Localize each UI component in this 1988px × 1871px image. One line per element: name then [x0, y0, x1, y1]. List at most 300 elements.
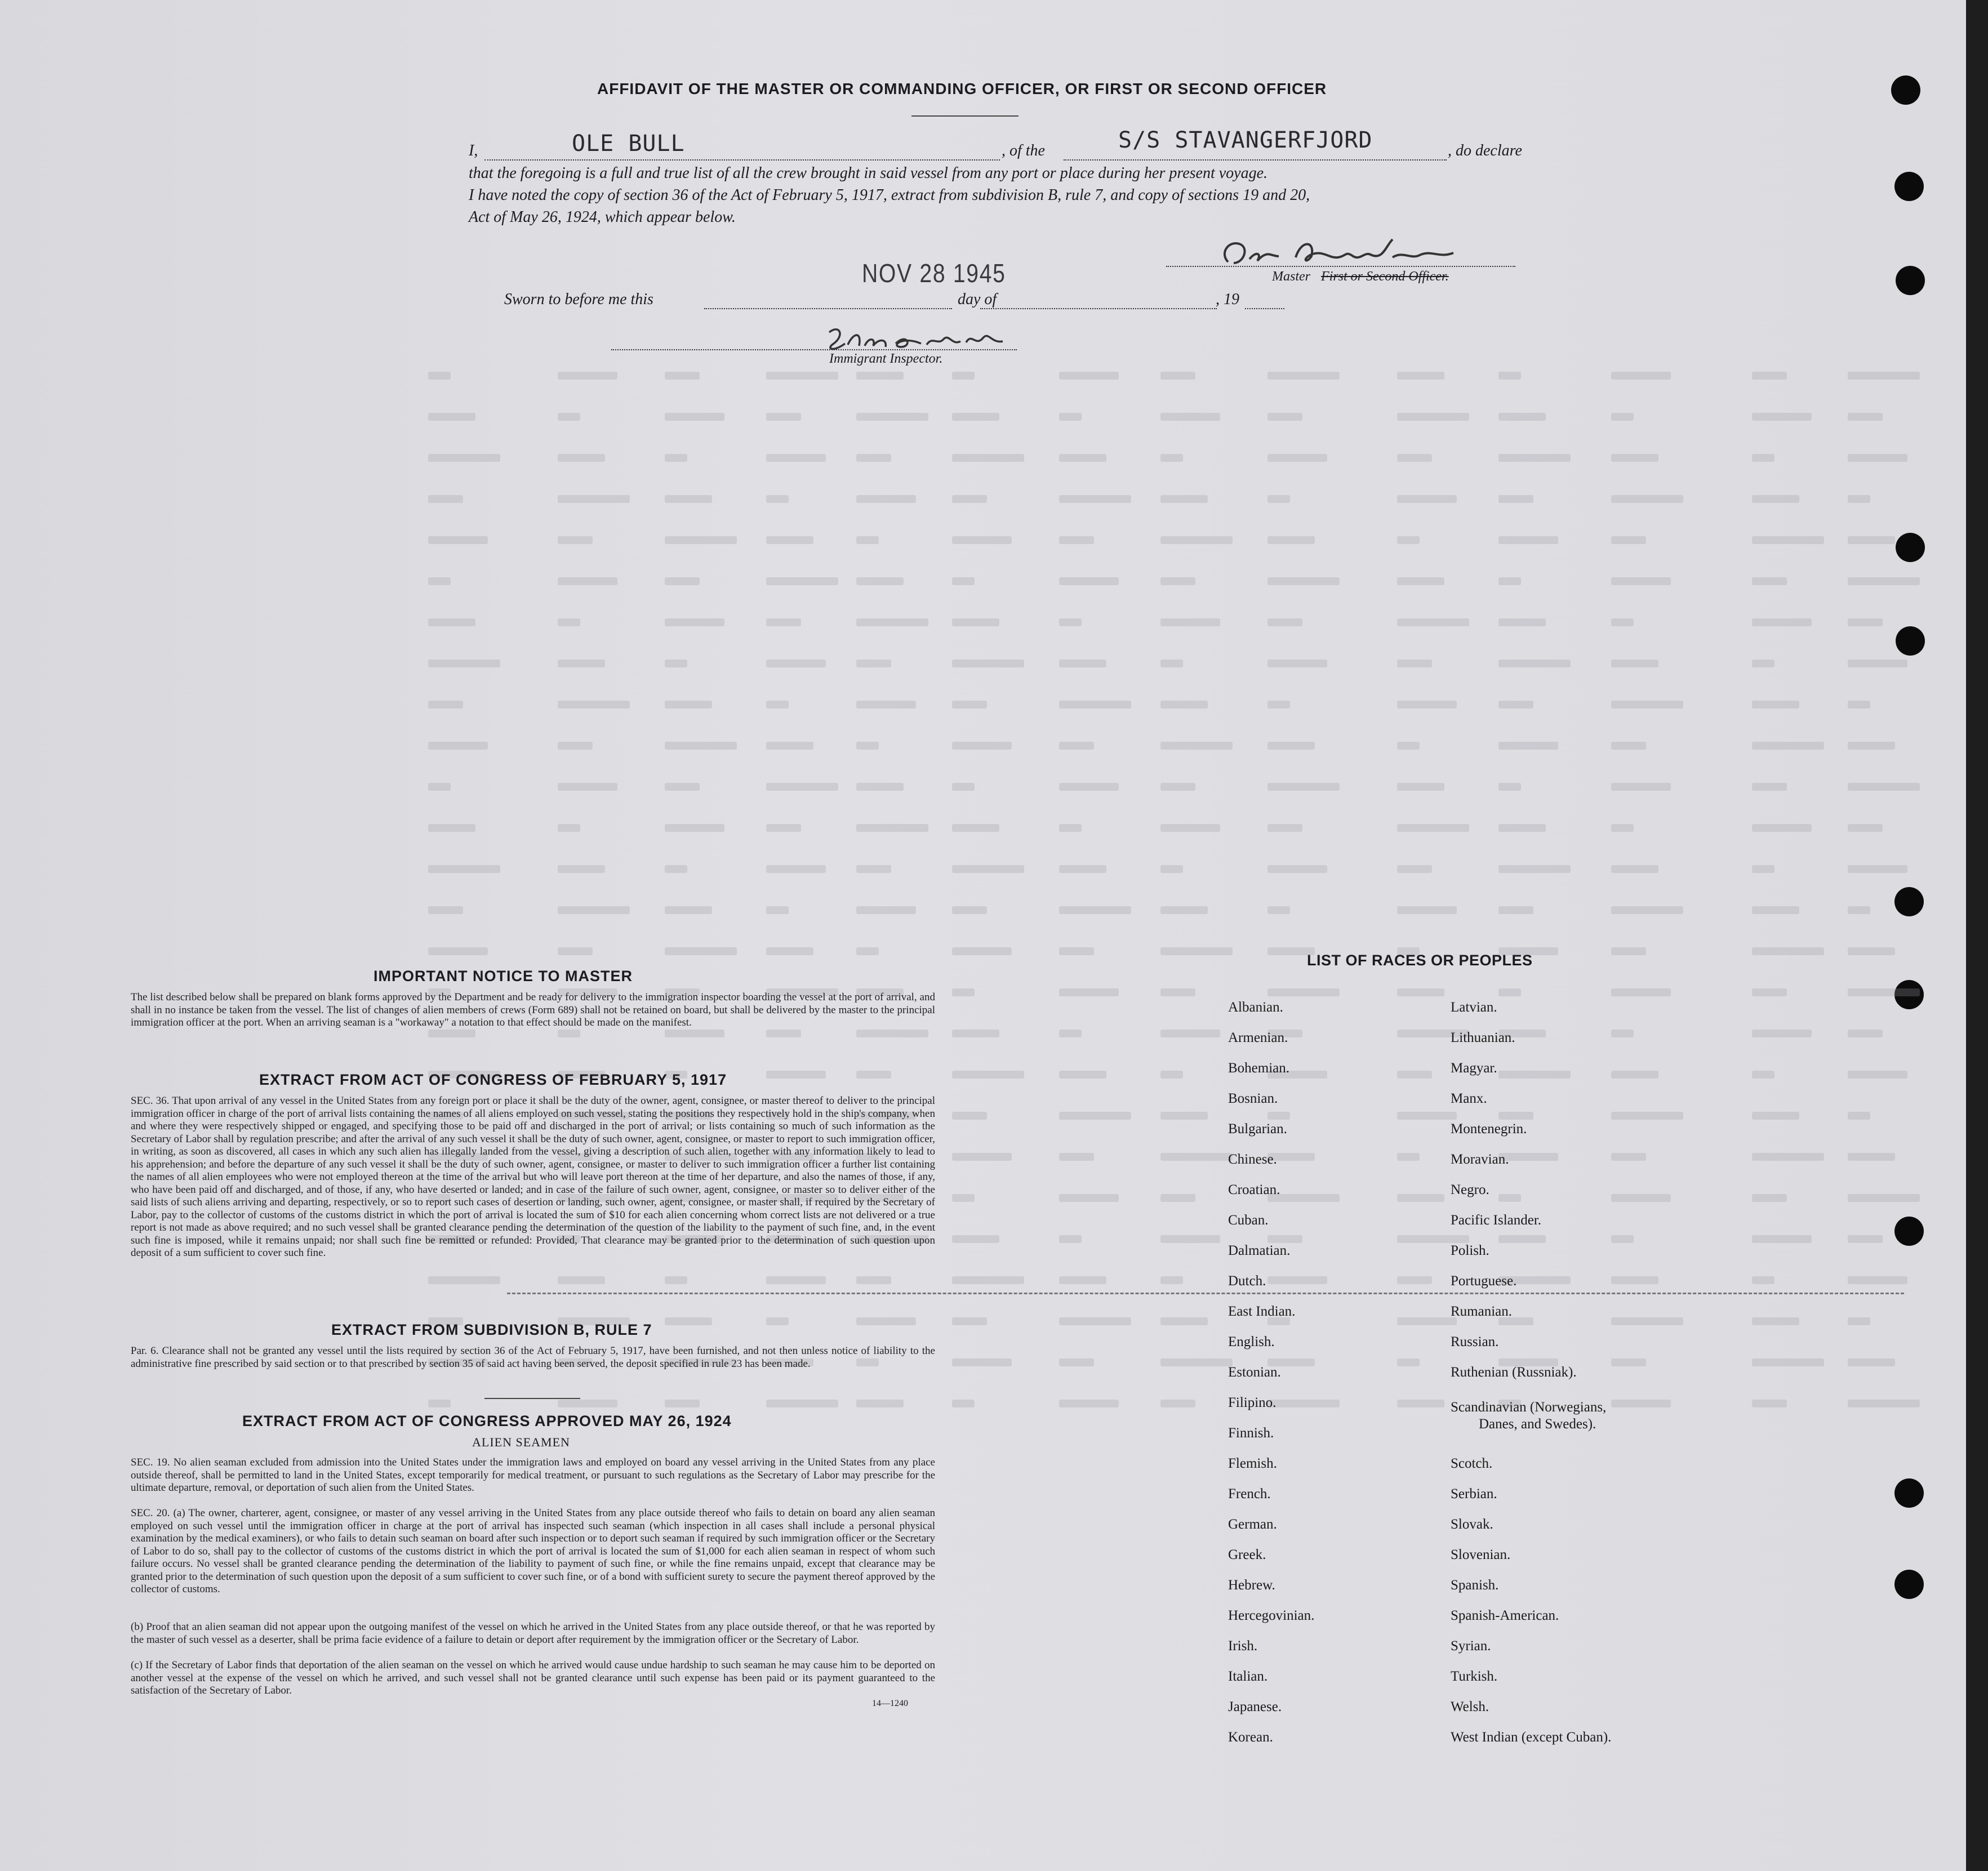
bleed-through-mark	[1059, 1153, 1094, 1161]
bleed-through-mark	[558, 947, 593, 955]
race-item: French.	[1228, 1486, 1271, 1502]
bleed-through-mark	[1848, 1030, 1883, 1037]
race-item: Finnish.	[1228, 1425, 1274, 1441]
bleed-through-mark	[665, 618, 724, 626]
bleed-through-mark	[665, 1400, 700, 1407]
master-signature-line	[1166, 266, 1515, 267]
bleed-through-mark	[1611, 454, 1658, 462]
bleed-through-mark	[1397, 865, 1432, 873]
sworn-day-line	[704, 308, 952, 309]
bleed-through-mark	[1498, 1235, 1546, 1243]
race-item: Chinese.	[1228, 1152, 1277, 1167]
bleed-through-mark	[856, 783, 904, 791]
bleed-through-mark	[1498, 536, 1558, 544]
bleed-through-mark	[428, 701, 463, 709]
race-item: Spanish.	[1451, 1578, 1499, 1593]
bleed-through-mark	[1267, 988, 1340, 996]
extract-1924-title: EXTRACT FROM ACT OF CONGRESS APPROVED MAY 26, 1924	[242, 1413, 732, 1429]
race-item: Pacific Islander.	[1451, 1213, 1542, 1228]
bleed-through-mark	[1397, 413, 1469, 421]
race-item: Hercegovinian.	[1228, 1608, 1315, 1623]
bleed-through-mark	[856, 1071, 891, 1079]
bleed-through-mark	[766, 1276, 826, 1284]
bleed-through-mark	[558, 577, 617, 585]
bleed-through-mark	[558, 618, 580, 626]
bleed-through-mark	[1752, 660, 1774, 667]
sec19-text: SEC. 19. No alien seaman excluded from admission into the United States under the immigration laws and employed on board any vessel arriving in the United States from any place outside thereof, shall be permitted to land in the United States, except temporarily for medical treatment, or pursuant to such regulations as the Secretary of Labor may prescribe for the ultimate departure, removal, or deportation of such alien from the United States.	[131, 1456, 935, 1494]
do-declare-label: , do declare	[1448, 142, 1522, 159]
bleed-through-mark	[558, 536, 593, 544]
bleed-through-mark	[1267, 413, 1302, 421]
bleed-through-mark	[1267, 701, 1290, 709]
bleed-through-mark	[1611, 1153, 1646, 1161]
bleed-through-mark	[1611, 742, 1646, 750]
race-item: English.	[1228, 1334, 1275, 1349]
bleed-through-mark	[1848, 947, 1895, 955]
bleed-through-mark	[1267, 1235, 1302, 1243]
bleed-through-mark	[1611, 413, 1634, 421]
bleed-through-mark	[428, 536, 488, 544]
bleed-through-mark	[428, 413, 475, 421]
bleed-through-mark	[1752, 742, 1824, 750]
bleed-through-mark	[766, 947, 813, 955]
bleed-through-mark	[952, 1276, 1024, 1284]
bleed-through-mark	[1397, 906, 1457, 914]
bleed-through-mark	[1752, 618, 1812, 626]
bleed-through-mark	[1160, 824, 1220, 832]
bleed-through-mark	[1848, 454, 1907, 462]
bleed-through-mark	[766, 413, 801, 421]
bleed-through-mark	[1059, 618, 1082, 626]
race-item: Estonian.	[1228, 1365, 1281, 1380]
race-item: Welsh.	[1451, 1699, 1489, 1714]
bleed-through-mark	[1397, 742, 1420, 750]
bleed-through-mark	[1611, 1194, 1671, 1202]
bleed-through-mark	[1059, 1235, 1082, 1243]
bleed-through-mark	[1059, 1276, 1106, 1284]
bleed-through-mark	[1160, 413, 1220, 421]
bleed-through-mark	[766, 536, 813, 544]
punch-hole	[1894, 172, 1924, 201]
bleed-through-mark	[1059, 660, 1106, 667]
bleed-through-mark	[952, 988, 975, 996]
race-item: Negro.	[1451, 1182, 1489, 1197]
bleed-through-mark	[1160, 660, 1183, 667]
bleed-through-mark	[558, 783, 617, 791]
bleed-through-mark	[665, 906, 712, 914]
bleed-through-mark	[1059, 1030, 1082, 1037]
race-item: Turkish.	[1451, 1669, 1498, 1684]
sec20a-text: SEC. 20. (a) The owner, charterer, agent, consignee, or master of any vessel arriving in the United States from any place outside thereof who fails to detain on board any alien seaman employed on such vessel until the immigration officer in charge at the port of arrival has inspected such seaman (which inspection in all cases shall include a personal physical examination by the medical examiners), or who fails to detain such seaman on board after such inspection or to deport such seaman if required by such immigration officer or the Secretary of Labor to do so, shall pay to the collector of customs of the customs district in which the port of arrival is located the sum of $1,000 for each alien seaman in respect of whom such failure occurs. No vessel shall be granted clearance pending the determination of the liability to payment of such fine, or while the fine remains unpaid, except that clearance may be granted prior to the determination of such question upon the deposit of a sum sufficient to cover such fine, or of a bond with sufficient surety to secure the payment thereof approved by the collector of customs.	[131, 1507, 935, 1595]
bleed-through-mark	[1059, 701, 1131, 709]
rule7-body: Par. 6. Clearance shall not be granted any vessel until the lists required by section 36 of the Act of February 5, 1917, have been furnished, and not then unless notice of liability to the administrative fine prescribed by said section or to that prescribed by section 35 of said act having been served, the deposit specified in rule 23 has been made.	[131, 1345, 935, 1370]
bleed-through-mark	[1752, 495, 1799, 503]
bleed-through-mark	[1752, 865, 1774, 873]
race-item: Montenegrin.	[1451, 1121, 1527, 1137]
bleed-through-mark	[1848, 701, 1870, 709]
bleed-through-mark	[1160, 1030, 1220, 1037]
bleed-through-mark	[1848, 1276, 1907, 1284]
bleed-through-mark	[766, 824, 801, 832]
bleed-through-mark	[1611, 824, 1634, 832]
bleed-through-mark	[766, 701, 789, 709]
sworn-month-line	[980, 308, 1217, 309]
bleed-through-mark	[665, 1276, 687, 1284]
bleed-through-mark	[1160, 577, 1195, 585]
bleed-through-mark	[1160, 742, 1233, 750]
bleed-through-mark	[952, 1235, 999, 1243]
notice-title: IMPORTANT NOTICE TO MASTER	[373, 968, 633, 984]
bleed-through-mark	[766, 1071, 826, 1079]
bleed-through-mark	[558, 742, 593, 750]
bleed-through-mark	[952, 536, 1012, 544]
affidavit-title: AFFIDAVIT OF THE MASTER OR COMMANDING OFFICER, OR FIRST OR SECOND OFFICER	[597, 80, 1327, 97]
bleed-through-mark	[1498, 701, 1533, 709]
bleed-through-mark	[1397, 988, 1444, 996]
bleed-through-mark	[665, 824, 724, 832]
bleed-through-mark	[1160, 1112, 1208, 1120]
bleed-through-mark	[1397, 1276, 1432, 1284]
bleed-through-mark	[1267, 454, 1327, 462]
bleed-through-row	[428, 407, 1949, 430]
declarant-lead: I,	[469, 142, 478, 159]
bleed-through-mark	[1267, 1400, 1340, 1407]
bleed-through-mark	[1611, 660, 1658, 667]
bleed-through-mark	[856, 1400, 904, 1407]
race-item: Portuguese.	[1451, 1273, 1517, 1289]
bleed-through-mark	[952, 577, 975, 585]
bleed-through-mark	[428, 660, 500, 667]
bleed-through-mark	[1611, 1071, 1658, 1079]
bleed-through-mark	[665, 865, 687, 873]
bleed-through-mark	[856, 618, 928, 626]
punch-hole	[1891, 75, 1920, 105]
bleed-through-mark	[1160, 495, 1208, 503]
form-number: 14—1240	[872, 1699, 908, 1708]
bleed-through-mark	[766, 372, 838, 380]
race-item: Scotch.	[1451, 1456, 1493, 1471]
bleed-through-mark	[1848, 1194, 1920, 1202]
bleed-through-mark	[665, 1030, 724, 1037]
bleed-through-mark	[428, 824, 475, 832]
master-name: OLE BULL	[572, 131, 685, 157]
bleed-through-mark	[1752, 372, 1787, 380]
bleed-through-mark	[952, 783, 975, 791]
bleed-through-row	[428, 572, 1949, 594]
race-item: Flemish.	[1228, 1456, 1277, 1471]
bleed-through-mark	[952, 618, 999, 626]
race-item: Italian.	[1228, 1669, 1268, 1684]
bleed-through-mark	[766, 1317, 789, 1325]
race-item: Japanese.	[1228, 1699, 1282, 1714]
bleed-through-mark	[558, 660, 605, 667]
bleed-through-mark	[856, 495, 916, 503]
bleed-through-mark	[1752, 413, 1812, 421]
bleed-through-mark	[1267, 660, 1327, 667]
bleed-through-mark	[1160, 1400, 1195, 1407]
bleed-through-mark	[766, 1030, 801, 1037]
bleed-through-mark	[1611, 701, 1683, 709]
race-item: Latvian.	[1451, 1000, 1497, 1015]
bleed-through-mark	[1160, 947, 1233, 955]
bleed-through-mark	[1160, 1194, 1195, 1202]
bleed-through-mark	[1498, 618, 1546, 626]
bleed-through-mark	[952, 1358, 1012, 1366]
bleed-through-mark	[1752, 536, 1824, 544]
bleed-through-mark	[1848, 1317, 1870, 1325]
bleed-through-mark	[1848, 1112, 1870, 1120]
punch-hole	[1894, 1570, 1924, 1599]
bleed-through-mark	[1397, 824, 1469, 832]
bleed-through-mark	[1848, 865, 1907, 873]
bleed-through-mark	[1267, 372, 1340, 380]
race-item: Cuban.	[1228, 1213, 1269, 1228]
year-prefix: , 19	[1216, 291, 1239, 308]
bleed-through-mark	[428, 577, 451, 585]
bleed-through-mark	[1752, 947, 1824, 955]
bleed-through-mark	[766, 618, 801, 626]
bleed-through-mark	[1059, 1112, 1131, 1120]
bleed-through-mark	[766, 454, 826, 462]
race-item: Hebrew.	[1228, 1578, 1275, 1593]
bleed-through-mark	[1059, 865, 1106, 873]
sec20b-text: (b) Proof that an alien seaman did not appear upon the outgoing manifest of the vessel on which he arrived in the United States from any place outside thereof, or that he was reported by the master of such vessel as a deserter, shall be prima facie evidence of a failure to detain or deport after requirement by the immigration officer or the Secretary of Labor.	[131, 1621, 935, 1646]
bleed-through-mark	[1059, 824, 1082, 832]
bleed-through-mark	[856, 1030, 928, 1037]
bleed-through-mark	[856, 413, 928, 421]
bleed-through-mark	[766, 906, 789, 914]
day-of-label: day of	[958, 291, 997, 308]
bleed-through-mark	[1848, 1358, 1895, 1366]
bleed-through-mark	[1397, 783, 1444, 791]
bleed-through-mark	[1498, 865, 1571, 873]
bleed-through-mark	[1267, 577, 1340, 585]
bleed-through-mark	[1397, 1400, 1444, 1407]
race-item: Spanish-American.	[1451, 1608, 1559, 1623]
inspector-signature-line	[611, 349, 1017, 350]
bleed-through-mark	[1848, 618, 1883, 626]
bleed-through-mark	[665, 701, 712, 709]
bleed-through-mark	[952, 1400, 975, 1407]
bleed-through-mark	[1848, 495, 1870, 503]
bleed-through-mark	[766, 783, 838, 791]
race-item: Korean.	[1228, 1730, 1273, 1745]
bleed-through-mark	[558, 865, 605, 873]
bleed-through-mark	[952, 660, 1024, 667]
bleed-through-mark	[1848, 536, 1895, 544]
bleed-through-row	[428, 448, 1949, 471]
bleed-through-mark	[1397, 1112, 1457, 1120]
race-item: Greek.	[1228, 1547, 1266, 1562]
bleed-through-mark	[665, 783, 700, 791]
bleed-through-mark	[1397, 1071, 1432, 1079]
bleed-through-mark	[952, 454, 1024, 462]
race-item: Bosnian.	[1228, 1091, 1278, 1106]
bleed-through-mark	[1397, 701, 1457, 709]
bleed-through-mark	[1397, 1235, 1469, 1243]
race-item: Filipino.	[1228, 1395, 1277, 1410]
bleed-through-mark	[428, 1400, 451, 1407]
bleed-through-mark	[1611, 1276, 1658, 1284]
bleed-through-mark	[1160, 783, 1195, 791]
race-item: West Indian (except Cuban).	[1451, 1730, 1612, 1745]
bleed-through-mark	[1160, 454, 1183, 462]
bleed-through-mark	[1059, 413, 1082, 421]
bleed-through-mark	[1397, 1153, 1420, 1161]
bleed-through-mark	[558, 413, 580, 421]
bleed-through-mark	[1848, 372, 1920, 380]
race-item: Rumanian.	[1451, 1304, 1513, 1319]
bleed-through-mark	[766, 865, 826, 873]
bleed-through-mark	[1752, 1235, 1812, 1243]
bleed-through-mark	[1397, 660, 1432, 667]
bleed-through-mark	[1848, 906, 1870, 914]
bleed-through-mark	[952, 865, 1024, 873]
sec20c-text: (c) If the Secretary of Labor finds that deportation of the alien seaman on the vessel on which he arrived would cause undue hardship to such seaman he may cause him to be deported on another vessel at the expense of the vessel on which he arrived, and such vessel shall not be granted clearance until such expense has been paid or its payment guaranteed to the satisfaction of the Secretary of Labor.	[131, 1659, 935, 1696]
bleed-through-row	[428, 859, 1949, 882]
bleed-through-mark	[665, 947, 737, 955]
bleed-through-mark	[1059, 372, 1119, 380]
bleed-through-mark	[1498, 372, 1521, 380]
bleed-through-mark	[1752, 988, 1787, 996]
name-line	[484, 159, 1000, 161]
bleed-through-mark	[1752, 1112, 1799, 1120]
bleed-through-mark	[1397, 618, 1469, 626]
bleed-through-mark	[1611, 783, 1671, 791]
bleed-through-mark	[1059, 988, 1119, 996]
race-item: Polish.	[1451, 1243, 1489, 1258]
bleed-through-mark	[1498, 906, 1533, 914]
bleed-through-mark	[1267, 742, 1315, 750]
bleed-through-mark	[1397, 577, 1444, 585]
bleed-through-mark	[1611, 1112, 1683, 1120]
bleed-through-mark	[1397, 536, 1420, 544]
bleed-through-mark	[1059, 1071, 1106, 1079]
bleed-through-mark	[1059, 536, 1094, 544]
bleed-through-mark	[1397, 1317, 1457, 1325]
bleed-through-mark	[1267, 783, 1340, 791]
title-rule	[911, 115, 1019, 117]
bleed-through-mark	[558, 824, 580, 832]
bleed-through-mark	[1752, 701, 1799, 709]
bleed-through-mark	[1160, 988, 1195, 996]
bleed-through-mark	[1498, 660, 1571, 667]
race-item: Bohemian.	[1228, 1061, 1290, 1076]
bleed-through-mark	[856, 1276, 891, 1284]
bleed-through-mark	[1059, 906, 1131, 914]
bleed-through-mark	[1752, 783, 1787, 791]
bleed-through-mark	[1611, 1400, 1671, 1407]
bleed-through-mark	[1160, 1153, 1233, 1161]
bleed-through-mark	[1059, 1400, 1119, 1407]
bleed-through-mark	[1752, 454, 1774, 462]
bleed-through-mark	[1059, 1358, 1094, 1366]
bleed-through-mark	[428, 1030, 475, 1037]
bleed-through-mark	[1752, 1030, 1812, 1037]
bleed-through-mark	[428, 454, 500, 462]
date-stamp: NOV 28 1945	[862, 259, 1006, 288]
bleed-through-mark	[558, 701, 630, 709]
bleed-through-mark	[952, 1317, 987, 1325]
bleed-through-manifest	[428, 366, 1949, 1436]
bleed-through-mark	[1611, 947, 1646, 955]
bleed-through-mark	[1059, 454, 1106, 462]
bleed-through-mark	[665, 577, 700, 585]
year-line	[1245, 308, 1284, 309]
bleed-through-mark	[1611, 495, 1683, 503]
bleed-through-mark	[856, 577, 904, 585]
bleed-through-mark	[1752, 1358, 1824, 1366]
race-item: Ruthenian (Russniak).	[1451, 1365, 1577, 1380]
inspector-label: Immigrant Inspector.	[829, 351, 943, 366]
bleed-through-mark	[856, 947, 879, 955]
bleed-through-mark	[1267, 618, 1302, 626]
bleed-through-mark	[1160, 372, 1195, 380]
bleed-through-mark	[952, 1194, 975, 1202]
bleed-through-mark	[952, 742, 1012, 750]
bleed-through-mark	[558, 1400, 617, 1407]
punch-hole	[1894, 1478, 1924, 1508]
bleed-through-row	[428, 777, 1949, 800]
race-item: Albanian.	[1228, 1000, 1283, 1015]
bleed-through-mark	[1397, 454, 1432, 462]
bleed-through-mark	[1848, 1400, 1920, 1407]
bleed-through-mark	[1267, 906, 1290, 914]
bleed-through-mark	[1752, 1400, 1787, 1407]
vessel-name: S/S STAVANGERFJORD	[1118, 127, 1373, 153]
bleed-through-mark	[428, 1276, 500, 1284]
race-item: Slovak.	[1451, 1517, 1493, 1532]
bleed-through-mark	[1848, 1235, 1883, 1243]
bleed-through-mark	[952, 701, 987, 709]
bleed-through-mark	[428, 783, 451, 791]
bleed-through-row	[428, 489, 1949, 512]
race-item: Syrian.	[1451, 1638, 1491, 1654]
bleed-through-mark	[952, 824, 999, 832]
bleed-through-mark	[1498, 1071, 1571, 1079]
bleed-through-mark	[766, 660, 826, 667]
bleed-through-mark	[1160, 1276, 1183, 1284]
bleed-through-mark	[952, 1153, 1012, 1161]
bleed-through-mark	[1752, 1317, 1799, 1325]
race-item: Dutch.	[1228, 1273, 1266, 1289]
bleed-through-mark	[1611, 1317, 1683, 1325]
bleed-through-mark	[1848, 577, 1920, 585]
bleed-through-mark	[952, 495, 987, 503]
bleed-through-mark	[1267, 1276, 1327, 1284]
bleed-through-mark	[1397, 372, 1444, 380]
bleed-through-mark	[1752, 1194, 1787, 1202]
notice-body: The list described below shall be prepared on blank forms approved by the Department and be ready for delivery to the immigration inspector boarding the vessel at the port of arrival, and shall in no instance be taken from the vessel. The list of changes of alien members of crews (Form 689) shall not be retained on board, but shall be delivered by the master to the principal immigration officer at the port. When an arriving seaman is a "workaway" a notation to that effect should be made on the manifest.	[131, 991, 935, 1028]
bleed-through-mark	[665, 372, 700, 380]
bleed-through-mark	[1498, 742, 1558, 750]
bleed-through-mark	[1498, 1112, 1533, 1120]
bleed-through-mark	[1848, 742, 1895, 750]
race-item: German.	[1228, 1517, 1277, 1532]
bleed-through-mark	[952, 1112, 987, 1120]
bleed-through-mark	[428, 947, 488, 955]
bleed-through-mark	[558, 906, 630, 914]
bleed-through-mark	[856, 536, 879, 544]
bleed-through-mark	[1848, 824, 1883, 832]
bleed-through-mark	[1848, 1153, 1895, 1161]
bleed-through-mark	[428, 618, 475, 626]
bleed-through-mark	[1059, 742, 1094, 750]
bleed-through-mark	[1267, 1112, 1290, 1120]
bleed-through-mark	[1160, 1317, 1208, 1325]
bleed-through-mark	[1498, 1194, 1521, 1202]
race-item: Manx.	[1451, 1091, 1487, 1106]
